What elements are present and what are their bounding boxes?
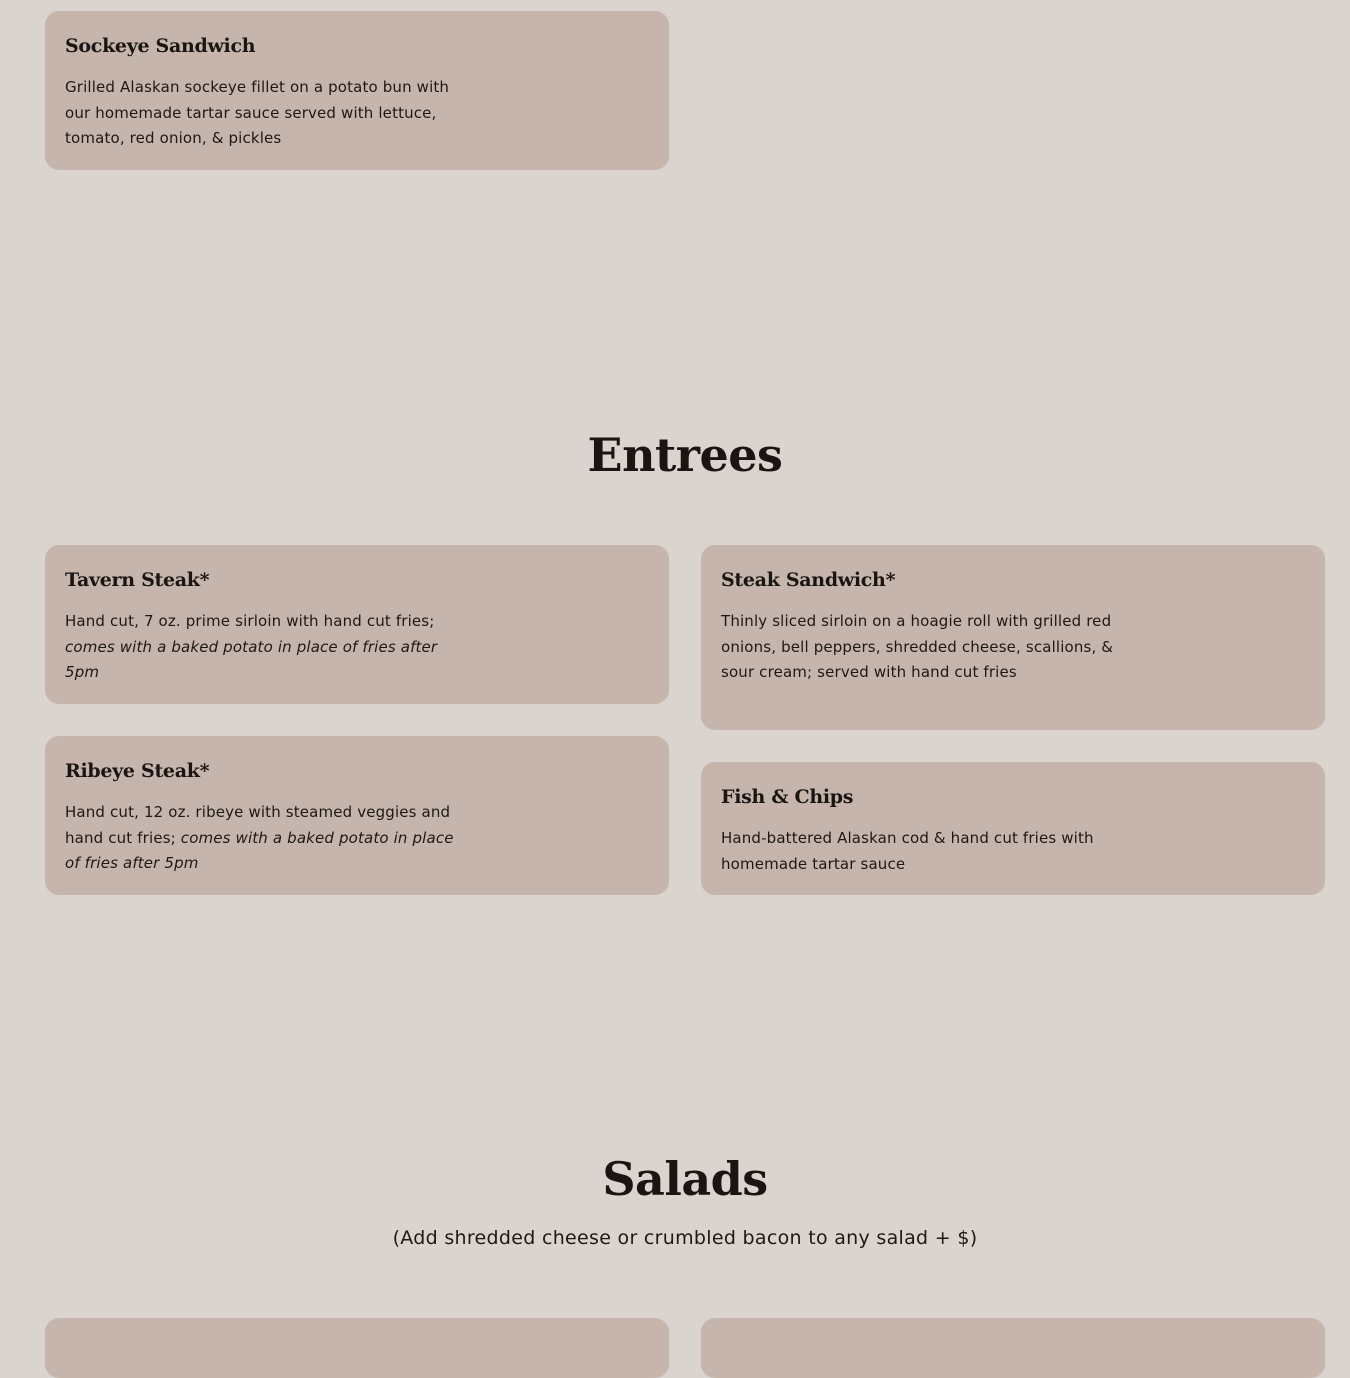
menu-item-name: Tavern Steak* [65, 569, 210, 591]
menu-item-description-text: Thinly sliced sirloin on a hoagie roll with grilled red onions, bell peppers, shredded cheese, scallions, & sour cream; served with hand cut fries [721, 612, 1114, 682]
menu-item-name: Ribeye Steak* [65, 760, 210, 782]
menu-item-note: comes with a baked potato in place of fries after 5pm [65, 828, 454, 873]
menu-item-name: Steak Sandwich* [721, 569, 896, 591]
section-title-entrees: Entrees [587, 428, 783, 482]
menu-item-salad-1 [45, 1318, 669, 1378]
menu-item-description [721, 826, 1116, 877]
menu-item-description [721, 609, 1116, 686]
menu-item-tavern-steak [45, 545, 669, 704]
section-subtitle-salads: (Add shredded cheese or crumbled bacon to any salad + $) [392, 1227, 978, 1249]
menu-item-note: comes with a baked potato in place of fries after 5pm [65, 637, 438, 682]
menu-item-description-text: Hand-battered Alaskan cod & hand cut fries with homemade tartar sauce [721, 829, 1094, 873]
menu-item-name: Fish & Chips [721, 786, 854, 808]
menu-item-description [65, 609, 460, 686]
menu-item-description [65, 75, 460, 152]
menu-item-sockeye-sandwich [45, 11, 669, 170]
menu-item-salad-2 [701, 1318, 1325, 1378]
menu-item-ribeye-steak [45, 736, 669, 895]
menu-item-description-text: Grilled Alaskan sockeye fillet on a potato bun with our homemade tartar sauce served with lettuce, tomato, red onion, & pickles [65, 78, 450, 148]
menu-item-steak-sandwich [701, 545, 1325, 730]
menu-item-fish-and-chips [701, 762, 1325, 895]
menu-item-description [65, 800, 460, 877]
section-title-salads: Salads [602, 1152, 768, 1206]
menu-item-description-text: Hand cut, 12 oz. ribeye with steamed veggies and hand cut fries; [65, 803, 451, 847]
menu-item-name: Sockeye Sandwich [65, 35, 256, 57]
menu-item-description-text: Hand cut, 7 oz. prime sirloin with hand cut fries; [65, 612, 435, 630]
